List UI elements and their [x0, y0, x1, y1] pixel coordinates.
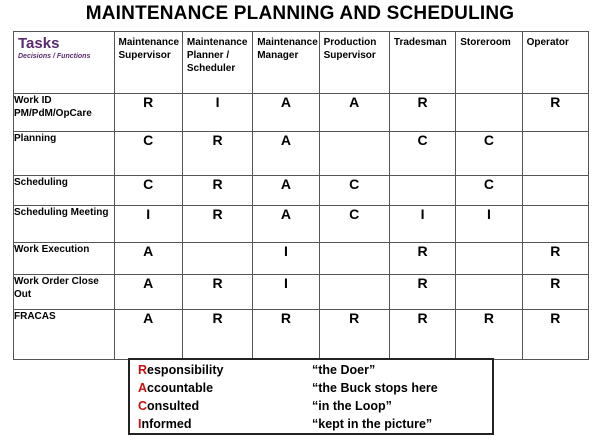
raci-cell: R [522, 275, 588, 310]
task-label: Planning [14, 132, 115, 176]
tasks-header-cell [14, 32, 115, 94]
legend-term-rest: nformed [141, 417, 192, 431]
table-row [14, 206, 589, 243]
table-row [14, 275, 589, 310]
raci-cell [522, 206, 588, 243]
legend-description: “the Doer” [312, 363, 376, 377]
raci-cell [456, 243, 522, 275]
raci-cell: A [253, 176, 319, 206]
table-row [14, 94, 589, 132]
raci-cell: A [114, 310, 182, 360]
raci-cell: R [522, 310, 588, 360]
raci-cell: I [389, 206, 455, 243]
legend-term-rest: esponsibility [147, 363, 224, 377]
table-row [14, 310, 589, 360]
raci-cell: R [182, 275, 252, 310]
legend-term-rest: ccountable [147, 381, 214, 395]
legend-row-responsibility [138, 361, 376, 379]
raci-cell: C [389, 132, 455, 176]
raci-cell: A [253, 206, 319, 243]
raci-cell: A [253, 94, 319, 132]
raci-cell: R [182, 176, 252, 206]
raci-legend [128, 358, 494, 435]
task-label: Scheduling Meeting [14, 206, 115, 243]
page-title: MAINTENANCE PLANNING AND SCHEDULING [85, 3, 515, 24]
task-label: Work Execution [14, 243, 115, 275]
legend-letter: C [138, 399, 148, 413]
legend-letter: A [138, 381, 148, 395]
raci-cell: R [389, 310, 455, 360]
column-header: Tradesman [389, 32, 455, 94]
legend-letter: R [138, 363, 148, 377]
legend-description: “the Buck stops here [312, 381, 438, 395]
raci-cell: R [522, 94, 588, 132]
raci-cell: R [389, 275, 455, 310]
raci-cell: R [182, 206, 252, 243]
raci-cell: I [253, 275, 319, 310]
column-header: Production Supervisor [319, 32, 389, 94]
raci-cell: C [456, 132, 522, 176]
raci-cell: R [522, 243, 588, 275]
raci-cell [182, 243, 252, 275]
raci-cell: C [319, 206, 389, 243]
tasks-header-title: Tasks [18, 35, 60, 52]
table-row [14, 132, 589, 176]
legend-row-informed [138, 415, 433, 433]
raci-matrix [13, 31, 589, 360]
column-header: Storeroom [456, 32, 522, 94]
legend-row-consulted [138, 397, 392, 415]
raci-cell: A [114, 275, 182, 310]
raci-cell: C [114, 176, 182, 206]
raci-cell [522, 176, 588, 206]
column-header: Operator [522, 32, 588, 94]
legend-row-accountable [138, 379, 438, 397]
legend-description: “kept in the picture” [312, 417, 433, 431]
raci-cell: R [182, 310, 252, 360]
legend-letter: I [138, 417, 142, 431]
raci-cell: R [253, 310, 319, 360]
task-label: Scheduling [14, 176, 115, 206]
legend-term-rest: onsulted [147, 399, 200, 413]
table-row [14, 243, 589, 275]
raci-cell: R [456, 310, 522, 360]
raci-cell: C [319, 176, 389, 206]
column-header: Maintenance Supervisor [114, 32, 182, 94]
raci-cell: A [319, 94, 389, 132]
raci-cell [319, 275, 389, 310]
raci-cell: I [456, 206, 522, 243]
task-label: FRACAS [14, 310, 115, 360]
header-row [14, 32, 589, 94]
raci-cell [522, 132, 588, 176]
task-label: Work Order Close Out [14, 275, 115, 310]
tasks-header-subtitle: Decisions / Functions [18, 53, 91, 60]
raci-cell: R [319, 310, 389, 360]
column-header: Maintenance Manager [253, 32, 319, 94]
raci-cell [456, 275, 522, 310]
raci-cell: I [253, 243, 319, 275]
legend-description: “in the Loop” [312, 399, 392, 413]
raci-cell: R [182, 132, 252, 176]
task-label: Work ID PM/PdM/OpCare [14, 94, 115, 132]
raci-cell: R [389, 243, 455, 275]
table-row [14, 176, 589, 206]
raci-cell: A [114, 243, 182, 275]
raci-cell: I [182, 94, 252, 132]
raci-cell [319, 132, 389, 176]
column-header: Maintenance Planner / Scheduler [182, 32, 252, 94]
raci-cell: R [389, 94, 455, 132]
raci-cell [389, 176, 455, 206]
raci-cell [456, 94, 522, 132]
raci-cell: C [456, 176, 522, 206]
raci-cell: I [114, 206, 182, 243]
raci-cell: R [114, 94, 182, 132]
raci-cell [319, 243, 389, 275]
raci-cell: C [114, 132, 182, 176]
raci-cell: A [253, 132, 319, 176]
